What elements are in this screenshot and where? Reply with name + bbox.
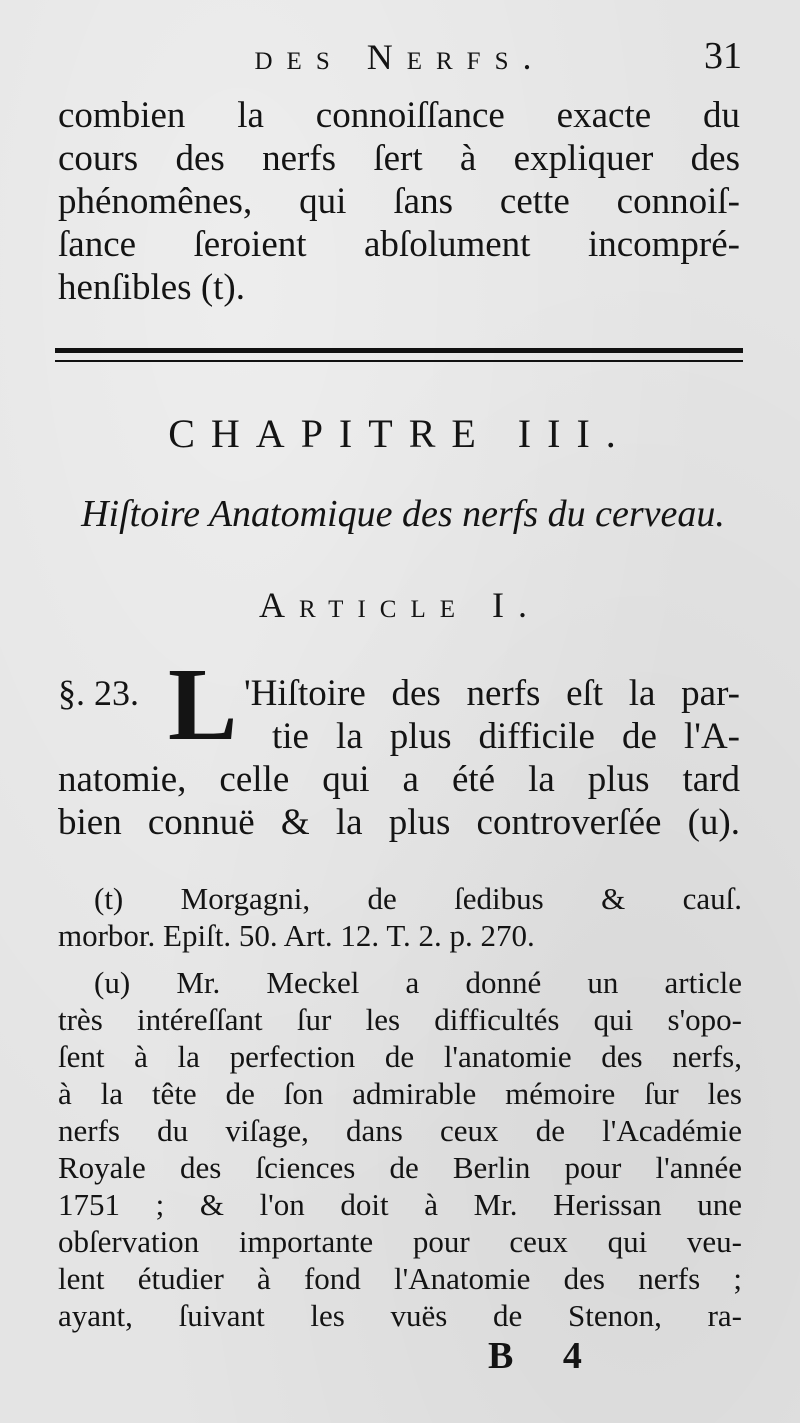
text-line: ſance ſeroient abſolument incompré-: [58, 224, 740, 265]
text-line: cours des nerfs ſert à expliquer des: [58, 138, 740, 179]
text-line: tie la plus difficile de l'A-: [272, 716, 740, 757]
footnote-u-line: très intéreſſant ſur les difficultés qui s'opo-: [58, 1002, 742, 1037]
chapter-divider-rule: [55, 348, 743, 362]
signature-mark: B 4: [488, 1335, 602, 1377]
footnote-u-line: obſervation importante pour ceux qui veu-: [58, 1224, 742, 1259]
text-line: phénomênes, qui ſans cette connoiſ-: [58, 181, 740, 222]
footnote-u-line: Royale des ſciences de Berlin pour l'année: [58, 1150, 742, 1185]
footnote-t-line: morbor. Epiſt. 50. Art. 12. T. 2. p. 270.: [58, 918, 535, 953]
footnote-t-line: (t) Morgagni, de ſedibus & cauſ.: [94, 881, 742, 916]
text-line: combien la connoiſſance exacte du: [58, 95, 740, 136]
text-line: 'Hiſtoire des nerfs eſt la par-: [244, 673, 740, 714]
footnote-u-line: (u) Mr. Meckel a donné un article: [94, 965, 742, 1000]
article-title: Article I.: [259, 585, 541, 625]
page-header: [0, 30, 800, 80]
text-line: henſibles (t).: [58, 267, 246, 308]
running-title: des Nerfs.: [254, 37, 546, 77]
text-line: bien connuë & la plus controverſée (u).: [58, 802, 740, 843]
footnote-u-line: 1751 ; & l'on doit à Mr. Herissan une: [58, 1187, 742, 1222]
drop-cap: L: [168, 647, 238, 762]
footnote-u-line: à la tête de ſon admirable mémoire ſur les: [58, 1076, 742, 1111]
footnote-u-line: ſent à la perfection de l'anatomie des nerfs,: [58, 1039, 742, 1074]
chapter-subtitle: Hiſtoire Anatomique des nerfs du cerveau.: [81, 493, 725, 535]
page-number: 31: [704, 35, 742, 77]
text-line: natomie, celle qui a été la plus tard: [58, 759, 740, 800]
footnote-u-line: lent étudier à fond l'Anatomie des nerfs ;: [58, 1261, 742, 1296]
footnotes: [58, 880, 742, 1334]
section-mark: §. 23.: [58, 673, 139, 713]
footnote-u-line: ayant, ſuivant les vuës de Stenon, ra-: [58, 1298, 742, 1333]
chapter-title: CHAPITRE III.: [168, 411, 632, 456]
footnote-u-line: nerfs du viſage, dans ceux de l'Académie: [58, 1113, 742, 1148]
top-paragraph: [58, 94, 740, 309]
